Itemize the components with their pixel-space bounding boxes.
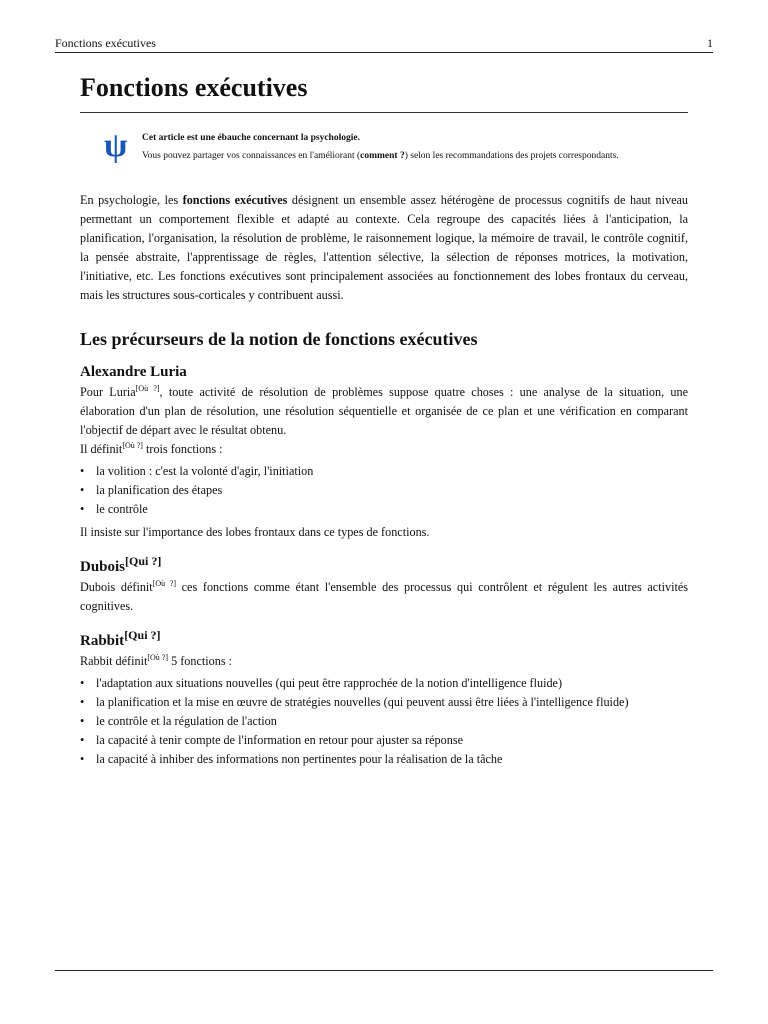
citation-needed-link[interactable]: [Où ?] [147, 653, 169, 662]
luria-definition: Il définit[Où ?] trois fonctions : [80, 441, 223, 456]
article-content [80, 72, 688, 769]
luria-conclusion: Il insiste sur l'importance des lobes frontaux dans ce types de fonctions. [80, 525, 430, 539]
citation-needed-link[interactable]: [Où ?] [122, 441, 143, 450]
psi-icon: ψ [104, 127, 128, 164]
subsection-heading-luria: Alexandre Luria [80, 364, 187, 380]
list-item: • le contrôle et la régulation de l'action [80, 712, 688, 731]
stub-notice-text: Vous pouvez partager vos connaissances en l'améliorant (comment ?) selon les recommandations des projets correspondants. [142, 151, 619, 161]
rabbit-list [80, 674, 688, 769]
list-item: • la planification des étapes [80, 481, 688, 500]
rabbit-paragraph: Rabbit définit[Où ?] 5 fonctions : [80, 653, 232, 668]
subsection-heading-dubois: Dubois[Qui ?] [80, 554, 162, 575]
page-number: 1 [707, 36, 713, 50]
citation-needed-link[interactable]: [Où ?] [152, 579, 176, 588]
list-item: • le contrôle [80, 500, 688, 519]
footer-divider [55, 970, 713, 971]
stub-notice [80, 127, 688, 173]
dubois-paragraph: Dubois définit[Où ?] ces fonctions comme étant l'ensemble des processus qui contrôlent et régulent les autres activités cognitives. [80, 579, 688, 613]
running-header-title: Fonctions exécutives [55, 36, 156, 50]
citation-needed-link[interactable]: [Qui ?] [124, 628, 161, 642]
citation-needed-link[interactable]: [Qui ?] [125, 554, 162, 568]
list-item: • la capacité à inhiber des informations non pertinentes pour la réalisation de la tâche [80, 750, 688, 769]
list-item: • l'adaptation aux situations nouvelles (qui peut être rapprochée de la notion d'intelligence fluide) [80, 674, 688, 693]
list-item: • la planification et la mise en œuvre de stratégies nouvelles (qui peuvent aussi être liées à l'intelligence fluide) [80, 693, 688, 712]
citation-needed-link[interactable]: [Où ?] [135, 384, 160, 393]
stub-notice-title: Cet article est une ébauche concernant la psychologie. [142, 133, 360, 143]
subsection-heading-rabbit: Rabbit[Qui ?] [80, 628, 161, 649]
intro-term: fonctions exécutives [182, 193, 288, 207]
intro-paragraph: En psychologie, les fonctions exécutives désignent un ensemble assez hétérogène de processus cognitifs de haut niveau permettant un comportement flexible et adapté au contexte. Cela regroupe des capacités liées à l'anticipation, la planification, l'organisation, la résolution de problème, le raisonnement logique, la mémoire de travail, le contrôle cognitif, la pensée abstraite, l'apprentissage de règles, l'attention sélective, la sélection de réponses motrices, la motivation, l'initiative, etc. Les fonctions exécutives sont principalement associées au fonctionnement des lobes frontaux du cerveau, mais les structures sous-corticales y contribuent aussi. [80, 193, 688, 302]
running-header [55, 36, 713, 53]
luria-paragraph: Pour Luria[Où ?], toute activité de résolution de problèmes suppose quatre choses : une analyse de la situation, une élaboration d'un plan de résolution, une résolution séquentielle et organisée de ce plan et une vérification en comparant l'objectif de départ avec le résultat obtenu. [80, 384, 688, 437]
section-heading-precurseurs: Les précurseurs de la notion de fonctions exécutives [80, 329, 478, 349]
list-item: • la capacité à tenir compte de l'information en retour pour ajuster sa réponse [80, 731, 688, 750]
page-title: Fonctions exécutives [80, 72, 688, 113]
luria-list [80, 462, 688, 519]
list-item: • la volition : c'est la volonté d'agir, l'initiation [80, 462, 688, 481]
comment-link[interactable]: comment ? [360, 151, 405, 161]
